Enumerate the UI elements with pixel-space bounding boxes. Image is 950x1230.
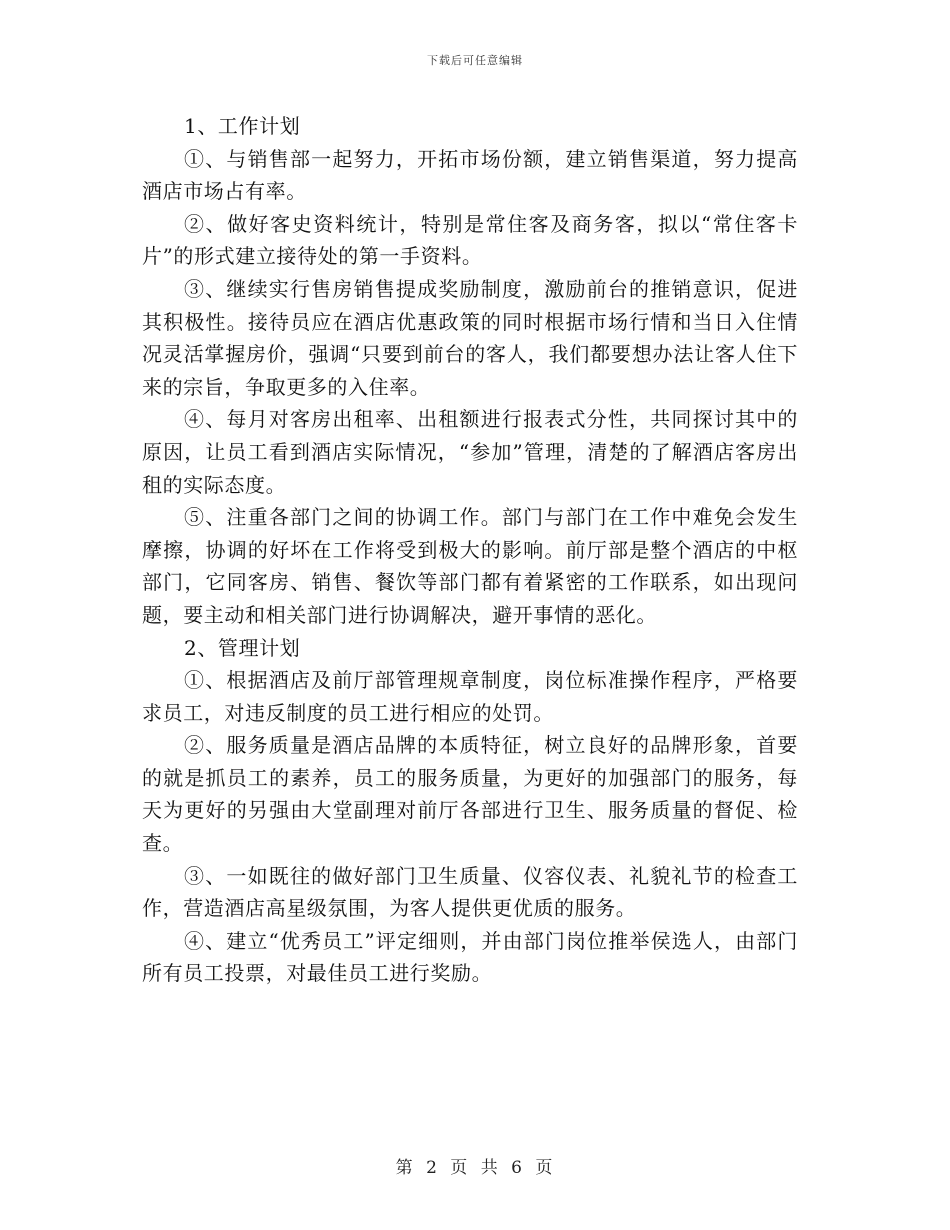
- paragraph: ②、服务质量是酒店品牌的本质特征，树立良好的品牌形象，首要的就是抓员工的素养，员工的服务质量，为更好的加强部门的服务，每天为更好的另强由大堂副理对前厅各部进行卫生、服务质量的督促、检查。: [142, 733, 798, 856]
- paragraph: ⑤、注重各部门之间的协调工作。部门与部门在工作中难免会发生摩擦，协调的好坏在工作将受到极大的影响。前厅部是整个酒店的中枢部门，它同客房、销售、餐饮等部门都有着紧密的工作联系，如出现问题，要主动和相关部门进行协调解决，避开事情的恶化。: [142, 505, 798, 627]
- paragraph: ④、每月对客房出租率、出租额进行报表式分性，共同探讨其中的原因，让员工看到酒店实际情况，“参加”管理，清楚的了解酒店客房出租的实际态度。: [142, 407, 798, 497]
- paragraph: ④、建立“优秀员工”评定细则，并由部门岗位推举侯选人，由部门所有员工投票，对最佳员工进行奖励。: [142, 928, 798, 986]
- section-heading-management-plan: 2、管理计划: [184, 635, 301, 660]
- paragraph: ①、与销售部一起努力，开拓市场份额，建立销售渠道，努力提高酒店市场占有率。: [142, 146, 798, 204]
- section-heading-work-plan: 1、工作计划: [184, 114, 301, 138]
- paragraph: ②、做好客史资料统计，特别是常住客及商务客，拟以“常住客卡片”的形式建立接待处的第一手资料。: [142, 211, 798, 269]
- document-body: [142, 110, 798, 990]
- paragraph: ③、继续实行售房销售提成奖励制度，激励前台的推销意识，促进其积极性。接待员应在酒店优惠政策的同时根据市场行情和当日入住情况灵活掌握房价，强调“只要到前台的客人，我们都要想办法让客人住下来的宗旨，争取更多的入住率。: [142, 276, 798, 399]
- paragraph: ①、根据酒店及前厅部管理规章制度，岗位标准操作程序，严格要求员工，对违反制度的员工进行相应的处罚。: [142, 668, 798, 725]
- paragraph: ③、一如既往的做好部门卫生质量、仪容仪表、礼貌礼节的检查工作，营造酒店高星级氛围，为客人提供更优质的服务。: [142, 863, 798, 921]
- page-number: 第 2 页 共 6 页: [395, 1158, 555, 1178]
- page-header-note: 下载后可任意编辑: [427, 54, 523, 67]
